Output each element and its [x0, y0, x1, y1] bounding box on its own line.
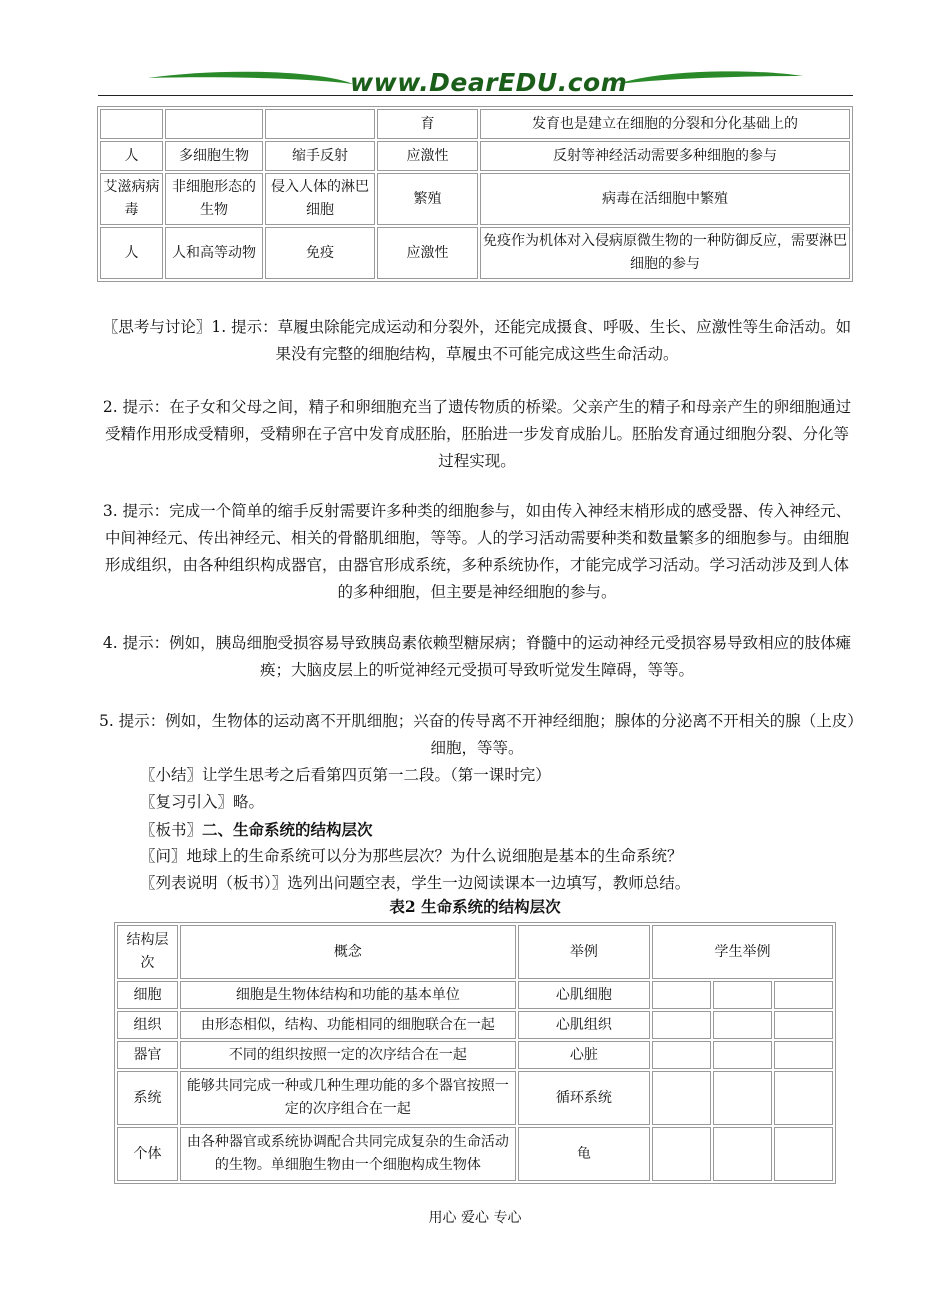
table-row — [100, 227, 850, 279]
table-cell: 反射等神经活动需要多种细胞的参与 — [480, 141, 850, 171]
table-cell: 不同的组织按照一定的次序结合在一起 — [180, 1041, 516, 1069]
student-example-cell[interactable] — [652, 1041, 711, 1069]
header-cell: 结构层次 — [117, 925, 178, 979]
table-row — [117, 1071, 833, 1125]
question-line: 〖问〗地球上的生命系统可以分为那些层次？为什么说细胞是基本的生命系统？ — [140, 847, 683, 865]
table-cell — [265, 109, 375, 139]
table-row — [117, 1041, 833, 1069]
student-example-cell[interactable] — [713, 1071, 772, 1125]
table-cell: 心肌组织 — [518, 1011, 650, 1039]
table-cell: 多细胞生物 — [165, 141, 263, 171]
discussion-paragraph-1: 〖思考与讨论〗1. 提示：草履虫除能完成运动和分裂外，还能完成摄食、呼吸、生长、应激性等生命活动。如果没有完整的细胞结构，草履虫不可能完成这些生命活动。 — [102, 318, 852, 363]
table-cell: 个体 — [117, 1127, 178, 1181]
summary-line: 〖小结〗让学生思考之后看第四页第一二段。（第一课时完） — [140, 766, 551, 784]
site-logo[interactable]: www.DearEDU.com — [350, 68, 628, 97]
table-row — [100, 109, 850, 139]
header-rule — [98, 95, 853, 96]
table-header-row — [117, 925, 833, 979]
student-example-cell[interactable] — [713, 1041, 772, 1069]
table-cell: 免疫 — [265, 227, 375, 279]
footer-slogan: 用心 爱心 专心 — [428, 1210, 522, 1226]
table-row — [100, 141, 850, 171]
table-cell: 非细胞形态的生物 — [165, 173, 263, 225]
table-cell: 应激性 — [377, 141, 478, 171]
comparison-table — [97, 106, 853, 282]
table-cell: 组织 — [117, 1011, 178, 1039]
structure-levels-table — [114, 922, 836, 1184]
student-example-cell[interactable] — [713, 1127, 772, 1181]
table-cell: 心肌细胞 — [518, 981, 650, 1009]
discussion-paragraph-3: 3. 提示：完成一个简单的缩手反射需要许多种类的细胞参与，如由传入神经末梢形成的感受器、传入神经元、中间神经元、传出神经元、相关的骨骼肌细胞，等等。人的学习活动需要种类和数量繁多的细胞参与。由细胞形成组织，由各种组织构成器官，由器官形成系统，多种系统协作，才能完成学习活动。学习活动涉及到人体的多种细胞，但主要是神经细胞的参与。 — [102, 502, 852, 601]
table-row — [100, 173, 850, 225]
table-cell: 病毒在活细胞中繁殖 — [480, 173, 850, 225]
table-caption: 表2 生命系统的结构层次 — [389, 897, 561, 916]
student-example-cell[interactable] — [774, 1041, 833, 1069]
review-line: 〖复习引入〗略。 — [140, 793, 265, 811]
header-cell: 学生举例 — [652, 925, 833, 979]
table-cell: 龟 — [518, 1127, 650, 1181]
student-example-cell[interactable] — [774, 1011, 833, 1039]
table-cell: 人和高等动物 — [165, 227, 263, 279]
discussion-paragraph-4: 4. 提示：例如，胰岛细胞受损容易导致胰岛素依赖型糖尿病；脊髓中的运动神经元受损容易导致相应的肢体瘫痪；大脑皮层上的听觉神经元受损可导致听觉发生障碍，等等。 — [102, 634, 852, 679]
table-cell: 育 — [377, 109, 478, 139]
table-cell: 循环系统 — [518, 1071, 650, 1125]
table-cell — [100, 109, 163, 139]
table-cell: 艾滋病病毒 — [100, 173, 163, 225]
table-cell: 繁殖 — [377, 173, 478, 225]
discussion-paragraph-5: 5. 提示：例如，生物体的运动离不开肌细胞；兴奋的传导离不开神经细胞；腺体的分泌离不开相关的腺（上皮）细胞，等等。 — [99, 712, 855, 757]
table-row — [117, 1011, 833, 1039]
student-example-cell[interactable] — [774, 1071, 833, 1125]
table-cell: 能够共同完成一种或几种生理功能的多个器官按照一定的次序组合在一起 — [180, 1071, 516, 1125]
table-cell — [165, 109, 263, 139]
table-row — [117, 981, 833, 1009]
table-cell: 人 — [100, 227, 163, 279]
student-example-cell[interactable] — [652, 981, 711, 1009]
discussion-paragraph-2: 2. 提示：在子女和父母之间，精子和卵细胞充当了遗传物质的桥梁。父亲产生的精子和母亲产生的卵细胞通过受精作用形成受精卵，受精卵在子宫中发育成胚胎，胚胎进一步发育成胎儿。胚胎发育通过细胞分裂、分化等过程实现。 — [102, 398, 852, 470]
table-cell: 缩手反射 — [265, 141, 375, 171]
student-example-cell[interactable] — [713, 981, 772, 1009]
table-cell: 免疫作为机体对入侵病原微生物的一种防御反应，需要淋巴细胞的参与 — [480, 227, 850, 279]
table-row — [117, 1127, 833, 1181]
table-cell: 细胞是生物体结构和功能的基本单位 — [180, 981, 516, 1009]
header-cell: 概念 — [180, 925, 516, 979]
student-example-cell[interactable] — [652, 1071, 711, 1125]
student-example-cell[interactable] — [652, 1011, 711, 1039]
table-cell: 侵入人体的淋巴细胞 — [265, 173, 375, 225]
table-cell: 器官 — [117, 1041, 178, 1069]
table-cell: 由形态相似，结构、功能相同的细胞联合在一起 — [180, 1011, 516, 1039]
header-cell: 举例 — [518, 925, 650, 979]
table-cell: 由各种器官或系统协调配合共同完成复杂的生命活动的生物。单细胞生物由一个细胞构成生物体 — [180, 1127, 516, 1181]
student-example-cell[interactable] — [774, 1127, 833, 1181]
table-cell: 应激性 — [377, 227, 478, 279]
student-example-cell[interactable] — [713, 1011, 772, 1039]
table-cell: 系统 — [117, 1071, 178, 1125]
board-line — [140, 816, 373, 844]
table-cell: 细胞 — [117, 981, 178, 1009]
student-example-cell[interactable] — [652, 1127, 711, 1181]
student-example-cell[interactable] — [774, 981, 833, 1009]
board-prefix: 〖板书〗 — [140, 821, 203, 839]
table-cell: 心脏 — [518, 1041, 650, 1069]
board-title: 二、生命系统的结构层次 — [202, 820, 373, 839]
table-cell: 人 — [100, 141, 163, 171]
table-cell: 发育也是建立在细胞的分裂和分化基础上的 — [480, 109, 850, 139]
list-note-line: 〖列表说明（板书）〗选列出问题空表，学生一边阅读课本一边填写，教师总结。 — [140, 874, 691, 892]
